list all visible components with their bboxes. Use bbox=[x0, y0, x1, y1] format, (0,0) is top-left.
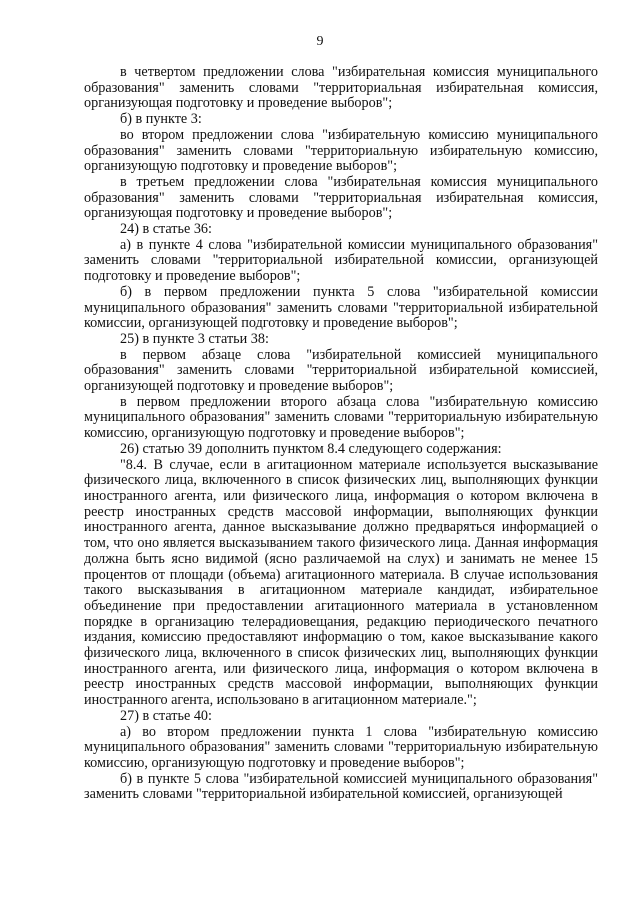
document-body bbox=[84, 65, 598, 803]
paragraph: б) в пункте 3: bbox=[120, 111, 202, 128]
paragraph: б) в первом предложении пункта 5 слова "избирательной комиссии муниципального образования" заменить словами "территориальной избирательной комиссии, организующей подготовку и проведение выборов"; bbox=[84, 283, 598, 332]
paragraph: в первом абзаце слова "избирательной комиссией муниципального образования" заменить словами "территориальной избирательной комиссией, организующей подготовку и проведение выборов"; bbox=[84, 346, 598, 395]
paragraph: 26) статью 39 дополнить пунктом 8.4 следующего содержания: bbox=[120, 440, 502, 457]
paragraph: "8.4. В случае, если в агитационном материале используется высказывание физического лица, включенного в список физических лиц, выполняющих функции иностранного агента, или физического лица, информация о котором включена в реестр иностранных средств массовой информации, выполняющих функции иностранного агента, данное высказывание должно предваряться информацией о том, что оно является высказыванием такого физического лица. Данная информация должна быть ясно видимой (ясно различаемой на слух) и занимать не менее 15 процентов от площади (объема) агитационного материала. В случае использования такого высказывания в агитационном материале кандидат, избирательное объединение при предоставлении агитационного материала в установленном порядке в организацию телерадиовещания, редакцию периодического печатного издания, комиссию предоставляют информацию о том, какое высказывание какого физического лица, включенного в список физических лиц, выполняющих функции иностранного агента, или физического лица, информация о котором включена в реестр иностранных средств массовой информации, выполняющих функции иностранного агента, использовано в агитационном материале."; bbox=[84, 456, 598, 709]
paragraph: 27) в статье 40: bbox=[120, 707, 212, 724]
paragraph: в первом предложении второго абзаца слова "избирательную комиссию муниципального образования" заменить словами "территориальную избирательную комиссию, организующую подготовку и проведение выборов"; bbox=[84, 393, 598, 442]
paragraph: 24) в статье 36: bbox=[120, 221, 212, 238]
paragraph: во втором предложении слова "избирательную комиссию муниципального образования" заменить словами "территориальную избирательную комиссию, организующую подготовку и проведение выборов"; bbox=[84, 126, 598, 175]
paragraph: а) во втором предложении пункта 1 слова "избирательную комиссию муниципального образования" заменить словами "территориальную избирательную комиссию, организующую подготовку и проведение выборов"; bbox=[84, 723, 598, 771]
page-number: 9 bbox=[316, 34, 324, 49]
paragraph: а) в пункте 4 слова "избирательной комиссии муниципального образования" заменить словами "территориальной избирательной комиссии, организующей подготовку и проведение выборов"; bbox=[84, 236, 598, 285]
paragraph: 25) в пункте 3 статьи 38: bbox=[120, 330, 269, 347]
paragraph: в четвертом предложении слова "избирательная комиссия муниципального образования" заменить словами "территориальная избирательная комиссия, организующая подготовку и проведение выборов"; bbox=[84, 64, 598, 112]
paragraph: б) в пункте 5 слова "избирательной комиссией муниципального образования" заменить словами "территориальной избирательной комиссией, организующей bbox=[84, 770, 598, 803]
paragraph: в третьем предложении слова "избирательная комиссия муниципального образования" заменить словами "территориальная избирательная комиссия, организующая подготовку и проведение выборов"; bbox=[84, 173, 598, 222]
